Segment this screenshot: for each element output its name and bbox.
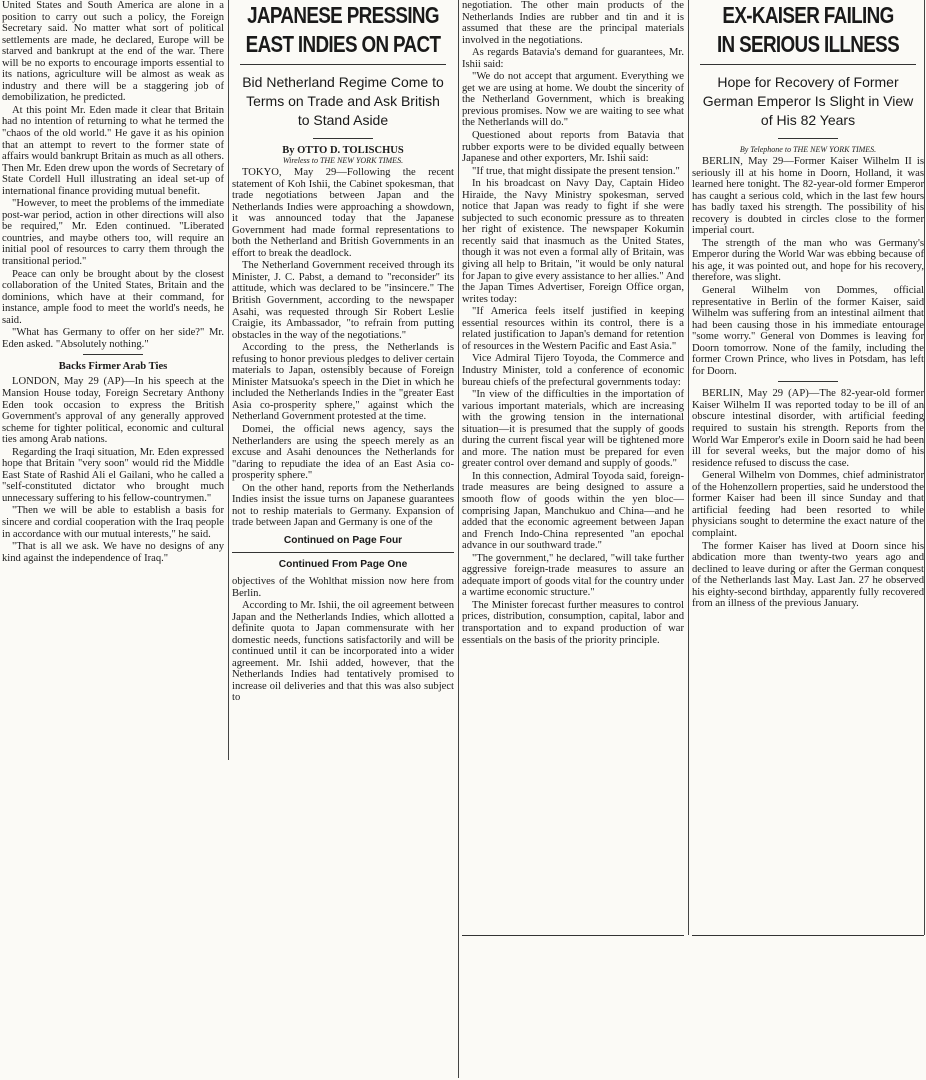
divider [232,552,454,553]
column-japan-continued [462,0,684,935]
article-paragraph: At this point Mr. Eden made it clear that Britain had no intention of returning to what he termed the "chaos of the old world." He gave it as his opinion that an attempt to revert to the former state of affairs would bankrupt Britain as much as all others. Then Mr. Eden drew upon the words of Secretary of State Cordell Hull illustrating an ideal set-up of international finance providing mutual benefit. [2,104,224,197]
headline-line-2: EAST INDIES ON PACT [245,31,441,57]
column-rule [924,0,925,935]
divider [313,138,373,139]
divider [692,935,924,936]
article-paragraph: "In view of the difficulties in the importation of various important materials, which are increasing with the growing tension in the international situation—it is presumed that the supply of goods during the current fiscal year will be tightened more and more. The nation must be prepared for even greater control over demand and supply of goods." [462,389,684,470]
subheading: Backs Firmer Arab Ties [58,361,168,373]
article-paragraph: Peace can only be brought about by the closest collaboration of the United States, Britain and the dominions, which have at their command, for instance, ample food to meet the world's needs, he said. [2,268,224,326]
article-paragraph: On the other hand, reports from the Netherlands Indies insist the issue turns on Japanese guarantees not to reship materials to Germany. Expansion of trade between Japan and Germany is one of the [232,482,454,529]
article-paragraph: "If America feels itself justified in keeping essential resources within its control, there is a related justification to Japan's demand for retention of resources in the Western Pacific and East Asia." [462,306,684,352]
article-paragraph: Regarding the Iraqi situation, Mr. Eden expressed hope that Britain "very soon" would rid the Middle East State of Rashid Ali el Gailani, who he called a "self-constituted dictator who brought much unnecessary suffering to his fellow-countrymen." [2,446,224,504]
article-paragraph: According to Mr. Ishii, the oil agreement between Japan and the Netherlands Indies, which allotted a definite quota to Japan commensurate with her domestic needs, functions satisfactorily and will be continued until it can be incorporated into a wider agreement. Mr. Ishii added, however, that the Netherlands Indies had tentatively promised to increase oil deliveries and that this was also subject to [232,600,454,704]
headline-line-1: EX-KAISER FAILING [722,2,894,28]
article-paragraph: In this connection, Admiral Toyoda said, foreign-trade measures are being designed to assure a smooth flow of goods within the yen bloc—comprising Japan, Manchukuo and China—and he added that the economic agreement between Japan and French Indo-China represented "an epochal advance in our southward trade." [462,470,684,552]
article-paragraph: General Wilhelm von Dommes, official representative in Berlin of the former Kaiser, said Wilhelm was suffering from an intestinal ailment that had been causing those in his immediate entourage "some worry." General von Dommes is leaving for Doorn tomorrow. None of the family, including the former Crown Prince, who lives in Potsdam, has left for Doorn. [692,285,924,377]
article-paragraph: objectives of the Wohlthat mission now here from Berlin. [232,575,454,599]
headline-line-2: IN SERIOUS ILLNESS [716,31,900,57]
article-paragraph: "That is all we ask. We have no designs of any kind against the independence of Iraq." [2,541,224,564]
column-japan-article [232,0,454,1078]
article-paragraph: "If true, that might dissipate the present tension." [472,165,680,177]
headline-line-1: JAPANESE PRESSING [247,2,439,28]
article-paragraph: The strength of the man who was Germany's Emperor during the World War was ebbing because of his age, it was pointed out, and hope for his recovery, therefore, was slight. [692,237,924,284]
article-paragraph: "What has Germany to offer on her side?" Mr. Eden asked. "Absolutely nothing." [2,327,224,350]
article-paragraph: LONDON, May 29 (AP)—In his speech at the Mansion House today, Foreign Secretary Anthony Eden took occasion to express the British Government's approval of any generally approved scheme for tighter political, economic and cultural ties among Arab nations. [2,376,224,446]
article-paragraph: "The government," he declared, "will take further aggressive foreign-trade measures to assure an adequate import of goods vital for the country under a wartime economic structure." [462,552,684,599]
article-paragraph: General Wilhelm von Dommes, chief administrator of the Hohenzollern properties, said he understood the former Kaiser had been ill since Sunday and that artificial feeding had been resorted to while physicians sought to determine the exact nature of the complaint. [692,470,924,539]
article-paragraph: "However, to meet the problems of the immediate post-war period, action in other directions will also be required," Mr. Eden continued. "Liberated countries, and maybe others too, will require an initial pool of resources to carry them through the transitional period." [2,198,224,268]
deck-headline: Hope for Recovery of Former German Emperor Is Slight in View of His 82 Years [700,64,916,130]
article-paragraph: BERLIN, May 29—Former Kaiser Wilhelm II is seriously ill at his home in Doorn, Holland, it was learned here tonight. The 82-year-old former Emperor has caught a serious cold, which in the last few hours has badly taxed his strength. The possibility of his recovery is doubted in circles close to the former imperial court. [692,156,924,237]
article-paragraph: negotiation. The other main products of the Netherlands Indies are rubber and tin and it is assumed that these are the principal materials involved in the negotiations. [462,0,684,46]
article-paragraph: As regards Batavia's demand for guarantees, Mr. Ishii said: [462,47,684,70]
continued-from-notice: Continued From Page One [278,558,408,570]
deck-headline: Bid Netherland Regime Come to Terms on Trade and Ask British to Stand Aside [240,64,446,130]
article-paragraph: The Minister forecast further measures to control prices, distribution, consumption, capital, labor and transportation and to expand production of war essentials on the basis of the priority principle. [462,599,684,646]
wire-credit: Wireless to THE NEW YORK TIMES. [282,156,404,165]
article-paragraph: In his broadcast on Navy Day, Captain Hideo Hiraide, the Navy Ministry spokesman, served notice that Japan was ready to fight if she were subjected to such economic pressure as to threaten her right of existence. The newspaper Kokumin recently said that inasmuch as the United States, though it was not even a formal ally of Britain, was giving all help to Britain, "it would be only natural for Japan to give every assistance to her allies." And the Japan Times Advertiser, Foreign Office organ, writes today: [462,178,684,305]
column-kaiser-article [692,0,924,935]
column-rule [228,0,229,760]
column-eden-speech [2,0,224,760]
column-rule [688,0,689,935]
article-paragraph: BERLIN, May 29 (AP)—The 82-year-old former Kaiser Wilhelm II was reported today to be ill of an obscure intestinal disorder, with artificial feeding required to sustain his strength. Reports from the World War Emperor's exile in Doorn said he had been ill for several weeks, but the major domo of his residence refused to discuss the case. [692,388,924,469]
article-paragraph: TOKYO, May 29—Following the recent statement of Koh Ishii, the Cabinet spokesman, that trade negotiations between Japan and the Netherlands Indies were approaching a showdown, it was announced today that the Japanese Government had made formal representations to both the Netherland and British Governments in an effort to break the deadlock. [232,167,454,259]
article-paragraph: According to the press, the Netherlands is refusing to honor previous pledges to deliver certain materials to Japan, ostensibly because of Foreign Minister Matsuoka's speech in the Diet in which he included the Netherlands Indies in the "greater East Asia co-prosperity sphere," against which the Netherland Government protested at the time. [232,342,454,423]
article-paragraph: "We do not accept that argument. Everything we get we are using at home. We doubt the sincerity of the Netherland Government, which is breaking previous promises. Now we are waiting to see what the Netherlands will do." [462,71,684,129]
wire-credit: By Telephone to THE NEW YORK TIMES. [739,145,877,154]
article-paragraph: "Then we will be able to establish a basis for sincere and cordial cooperation with the Iraq people in accordance with our mutual interests," he said. [2,505,224,540]
article-paragraph: The former Kaiser has lived at Doorn since his abdication more than twenty-two years ago and declined to leave during or after the German conquest of the Netherlands last May. Last Jan. 27 he observed his eighty-second birthday, apparently fully recovered from an illness of the previous January. [692,540,924,610]
article-paragraph: United States and South America are alone in a position to carry out such a policy, the Foreign Secretary said. No matter what sort of political settlements are made, he declared, Europe will be starved and bankrupt at the end of the war. There will be no exports to encourage imports essential to its nations, agriculture will be almost as weak as industry and there will be a staggering job of demobilization, he predicted. [2,0,224,104]
continued-on-notice: Continued on Page Four [283,534,403,546]
divider [778,138,838,139]
article-paragraph: Questioned about reports from Batavia that rubber exports were to be divided equally between Japanese and other exporters, Mr. Ishii said: [462,130,684,165]
byline: By OTTO D. TOLISCHUS [282,145,404,156]
article-paragraph: Domei, the official news agency, says the Netherlanders are using the speech merely as an excuse and Asahi denounces the Netherlands for "daring to repudiate the idea of an East Asia co-prosperity sphere." [232,424,454,482]
divider [462,935,684,936]
divider [778,381,838,382]
article-paragraph: Vice Admiral Tijero Toyoda, the Commerce and Industry Minister, told a conference of economic bureau chiefs of the prefectural governments today: [462,353,684,388]
divider [83,354,143,355]
column-rule [458,0,459,1078]
article-paragraph: The Netherland Government received through its Minister, J. C. Pabst, a demand to "reconsider" its attitude, which was declared to be "insincere." The British Government, according to the newspaper Asahi, was requested through Sir Robert Leslie Craigie, its Ambassador, "to refrain from putting obstacles in the way of the negotiations." [232,260,454,341]
